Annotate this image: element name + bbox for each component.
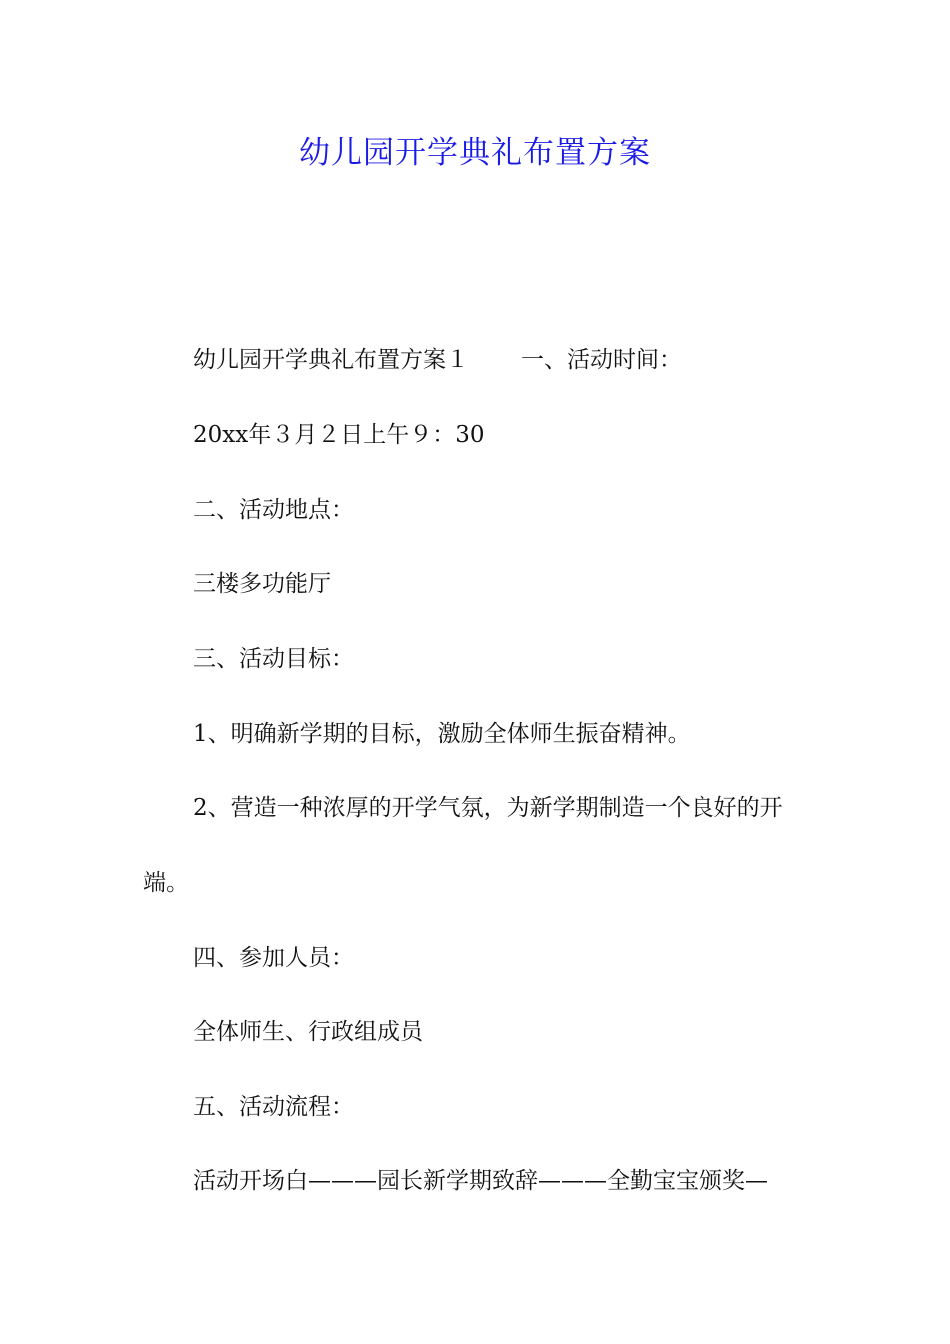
plan-subtitle: 幼儿园开学典礼布置方案１ <box>193 347 469 373</box>
document-title: 幼儿园开学典礼布置方案 <box>299 135 651 171</box>
heading-activity-location: 二、活动地点： <box>193 497 354 523</box>
goal-item-2: 2、营造一种浓厚的开学气氛，为新学期制造一个良好的开 <box>193 795 783 821</box>
activity-time-value: 20xx年３月２日上午９：30 <box>193 422 485 448</box>
goal-item-2-continued: 端。 <box>143 870 189 896</box>
activity-location-value: 三楼多功能厅 <box>193 571 331 597</box>
section-heading-time <box>193 345 682 375</box>
activity-process-flow: 活动开场白———园长新学期致辞———全勤宝宝颁奖— <box>193 1168 768 1194</box>
heading-activity-time: 一、活动时间： <box>521 347 682 373</box>
goal-item-1: 1、明确新学期的目标，激励全体师生振奋精神。 <box>193 721 691 747</box>
participants-value: 全体师生、行政组成员 <box>193 1019 423 1045</box>
heading-participants: 四、参加人员： <box>193 945 354 971</box>
heading-activity-process: 五、活动流程： <box>193 1094 354 1120</box>
heading-activity-goals: 三、活动目标： <box>193 646 354 672</box>
